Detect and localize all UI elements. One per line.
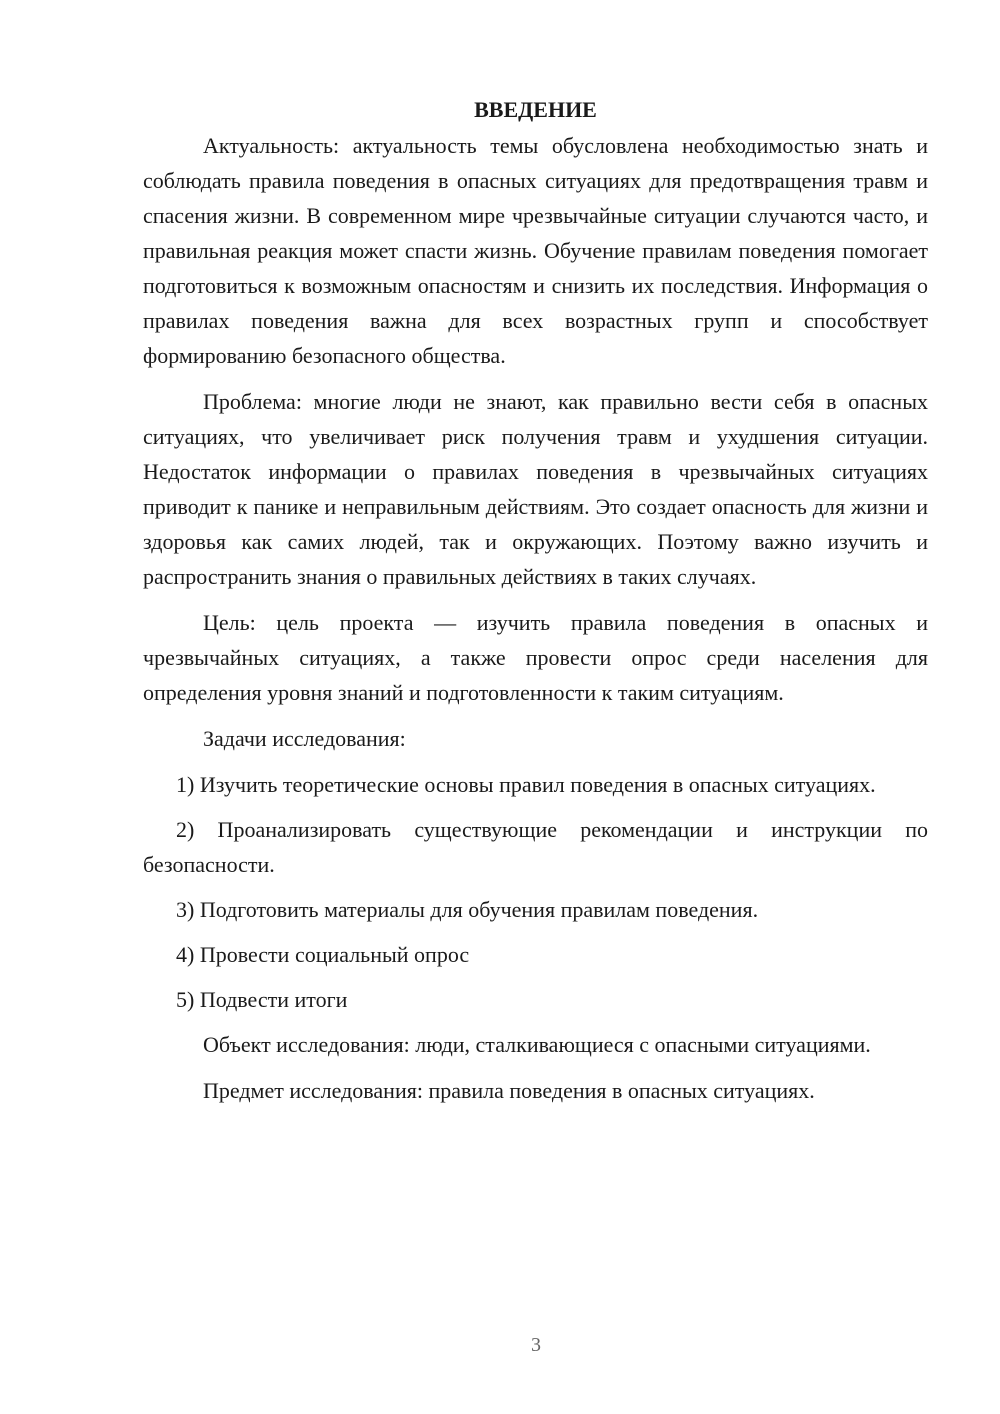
subject-paragraph: Предмет исследования: правила поведения в опасных ситуациях. bbox=[203, 1078, 815, 1103]
relevance-paragraph: Актуальность: актуальность темы обусловлена необходимостью знать и соблюдать правила поведения в опасных ситуациях для предотвращения травм и спасения жизни. В современном мире чрезвычайные ситуации случаются часто, и правильная реакция может спасти жизнь. Обучение правилам поведения помогает подготовиться к возможным опасностям и снизить их последствия. Информация о правилах поведения важна для всех возрастных групп и способствует формированию безопасного общества. bbox=[143, 133, 928, 368]
page-number: 3 bbox=[531, 1334, 541, 1356]
tasks-list bbox=[143, 767, 928, 1017]
task-item: 3) Подготовить материалы для обучения правилам поведения. bbox=[176, 897, 759, 922]
object-paragraph: Объект исследования: люди, сталкивающиеся с опасными ситуациями. bbox=[203, 1032, 871, 1057]
document-title: ВВЕДЕНИЕ bbox=[474, 97, 597, 122]
task-item: 2) Проанализировать существующие рекомендации и инструкции по безопасности. bbox=[143, 817, 928, 877]
goal-paragraph: Цель: цель проекта — изучить правила поведения в опасных и чрезвычайных ситуациях, а также провести опрос среди населения для определения уровня знаний и подготовленности к таким ситуациям. bbox=[143, 610, 928, 705]
task-item: 1) Изучить теоретические основы правил поведения в опасных ситуациях. bbox=[176, 772, 876, 797]
page-content bbox=[143, 92, 928, 1119]
tasks-heading: Задачи исследования: bbox=[203, 726, 406, 751]
task-item: 4) Провести социальный опрос bbox=[176, 942, 470, 967]
problem-paragraph: Проблема: многие люди не знают, как правильно вести себя в опасных ситуациях, что увеличивает риск получения травм и ухудшения ситуации. Недостаток информации о правилах поведения в чрезвычайных ситуациях приводит к панике и неправильным действиям. Это создает опасность для жизни и здоровья как самих людей, так и окружающих. Поэтому важно изучить и распространить знания о правильных действиях в таких случаях. bbox=[143, 389, 928, 589]
task-item: 5) Подвести итоги bbox=[176, 987, 348, 1012]
